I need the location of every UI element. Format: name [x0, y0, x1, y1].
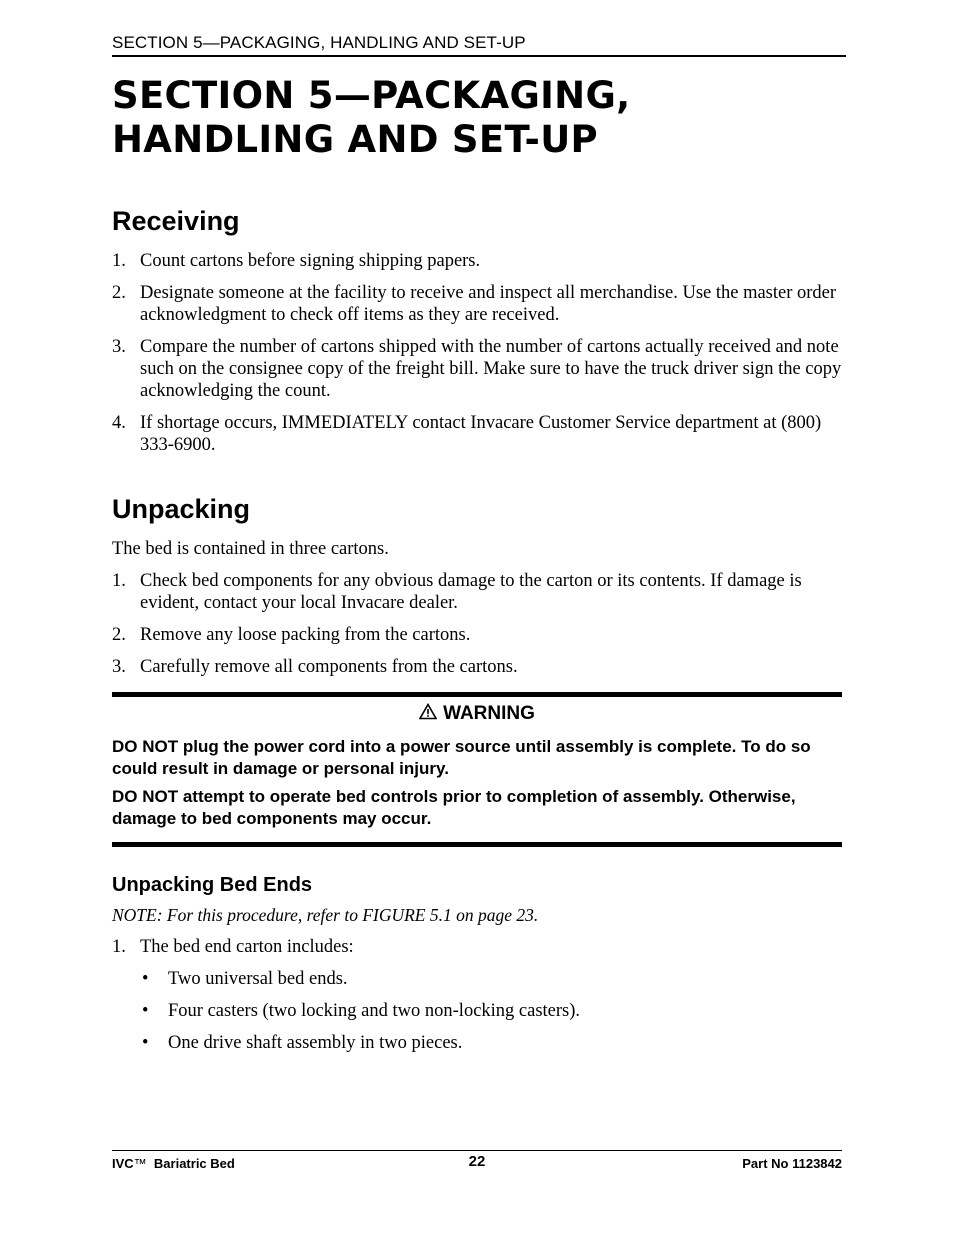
- bed-ends-heading: Unpacking Bed Ends: [112, 874, 313, 896]
- warning-triangle-icon: [419, 703, 437, 727]
- list-number: 3.: [112, 337, 126, 357]
- footer-rule: [112, 1150, 842, 1151]
- warning-bottom-rule: [112, 842, 842, 847]
- list-item-text: Designate someone at the facility to receive and inspect all merchandise. Use the master order acknowledgment to check off items as they are received.: [140, 283, 837, 325]
- list-number: 3.: [112, 657, 126, 677]
- warning-label: WARNING: [443, 703, 535, 724]
- bullet-icon: •: [142, 969, 149, 989]
- figure-note: NOTE: For this procedure, refer to FIGURE 5.1 on page 23.: [112, 905, 539, 925]
- section-title-line-1: SECTION 5—PACKAGING,: [112, 74, 631, 117]
- bullet-icon: •: [142, 1001, 149, 1021]
- list-item: [140, 1032, 840, 1054]
- list-item: [112, 282, 842, 326]
- list-item-text: Count cartons before signing shipping papers.: [140, 251, 481, 271]
- bed-end-list: [112, 936, 842, 958]
- list-item-text: Carefully remove all components from the cartons.: [140, 657, 518, 677]
- warning-title: [112, 702, 842, 727]
- list-number: 4.: [112, 413, 126, 433]
- list-item-text: Compare the number of cartons shipped with the number of cartons actually received and note such on the consignee copy of the freight bill. Make sure to have the truck driver sign the copy acknowledging the count.: [140, 337, 842, 401]
- receiving-list: [112, 250, 842, 456]
- warning-top-rule: [112, 692, 842, 697]
- list-item: [112, 624, 842, 646]
- list-number: 1.: [112, 571, 126, 591]
- unpacking-heading: Unpacking: [112, 494, 251, 524]
- section-title: [112, 74, 846, 162]
- unpacking-intro: The bed is contained in three cartons.: [112, 539, 389, 559]
- list-number: 2.: [112, 283, 126, 303]
- list-item-text: Four casters (two locking and two non-locking casters).: [168, 1001, 581, 1021]
- list-item-text: Check bed components for any obvious damage to the carton or its contents. If damage is evident, contact your local Invacare dealer.: [140, 571, 802, 613]
- list-item: [112, 656, 842, 678]
- list-item: [112, 936, 842, 958]
- list-number: 1.: [112, 937, 126, 957]
- list-item-text: One drive shaft assembly in two pieces.: [168, 1033, 463, 1053]
- running-header: SECTION 5—PACKAGING, HANDLING AND SET-UP: [112, 33, 846, 57]
- list-item: [112, 570, 842, 614]
- receiving-heading: Receiving: [112, 206, 240, 236]
- warning-paragraph-1: DO NOT plug the power cord into a power source until assembly is complete. To do so could result in damage or personal injury.: [112, 737, 811, 778]
- footer-product-suffix: Bariatric Bed: [153, 1156, 235, 1171]
- warning-paragraph-2: DO NOT attempt to operate bed controls prior to completion of assembly. Otherwise, damage to bed components may occur.: [112, 787, 796, 828]
- list-item-text: If shortage occurs, IMMEDIATELY contact Invacare Customer Service department at (800) 333-6900.: [140, 413, 822, 455]
- unpacking-list: [112, 570, 842, 678]
- page-number: 22: [468, 1153, 486, 1170]
- list-item: [112, 412, 842, 456]
- section-title-line-2: HANDLING AND SET-UP: [112, 118, 598, 161]
- part-number: Part No 1123842: [742, 1156, 842, 1171]
- list-item-text: The bed end carton includes:: [140, 937, 354, 957]
- bullet-icon: •: [142, 1033, 149, 1053]
- list-item: [112, 250, 842, 272]
- list-number: 2.: [112, 625, 126, 645]
- list-item: [140, 968, 840, 990]
- trademark-symbol: ™: [133, 1156, 147, 1171]
- list-item-text: Two universal bed ends.: [168, 969, 348, 989]
- list-item: [140, 1000, 840, 1022]
- footer-product-name: IVC: [112, 1156, 134, 1171]
- list-item: [112, 336, 842, 402]
- list-item-text: Remove any loose packing from the cartons.: [140, 625, 471, 645]
- list-number: 1.: [112, 251, 126, 271]
- carton-contents-list: [140, 968, 840, 1054]
